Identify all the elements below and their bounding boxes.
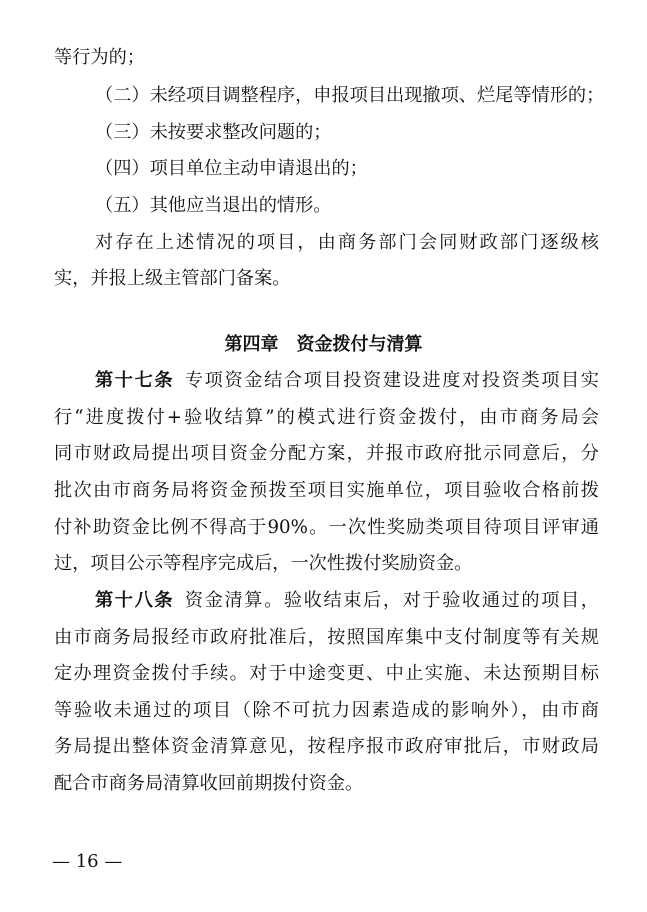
- article-18-text: 资金清算。验收结束后，对于验收通过的项目，: [183, 590, 599, 611]
- list-item-4: （四）项目单位主动申请退出的；: [95, 158, 368, 179]
- article-18-line: 等验收未通过的项目（除不可抗力因素造成的影响外），由市商: [54, 700, 599, 721]
- article-17-first-line: [95, 371, 599, 391]
- text-line: 等行为的；: [54, 47, 145, 68]
- page-number: — 16 —: [52, 851, 123, 872]
- article-18-line: 配合市商务局清算收回前期拨付资金。: [54, 773, 364, 794]
- paragraph-line: 实，并报上级主管部门备案。: [54, 268, 291, 289]
- article-17-line: 过，项目公示等程序完成后，一次性拨付奖励资金。: [54, 553, 473, 574]
- article-18-first-line: [95, 591, 599, 611]
- list-item-5: （五）其他应当退出的情形。: [95, 195, 332, 216]
- article-17-line: 付补助资金比例不得高于90%。一次性奖励类项目待项目评审通: [54, 517, 599, 538]
- article-18-label: 第十八条: [95, 590, 175, 611]
- paragraph-line: 对存在上述情况的项目，由商务部门会同财政部门逐级核: [95, 232, 599, 253]
- article-18-line: 定办理资金拨付手续。对于中途变更、中止实施、未达预期目标: [54, 663, 599, 684]
- list-item-2: （二）未经项目调整程序，申报项目出现撤项、烂尾等情形的；: [95, 85, 605, 106]
- article-17-text: 专项资金结合项目投资建设进度对投资类项目实: [183, 370, 599, 391]
- article-17-line: 同市财政局提出项目资金分配方案，并报市政府批示同意后，分: [54, 443, 599, 464]
- article-18-line: 由市商务局报经市政府批准后，按照国库集中支付制度等有关规: [54, 627, 599, 648]
- article-18-line: 务局提出整体资金清算意见，按程序报市政府审批后，市财政局: [54, 736, 599, 757]
- article-17-label: 第十七条: [95, 370, 175, 391]
- article-17-line: 批次由市商务局将资金预拨至项目实施单位，项目验收合格前拨: [54, 480, 599, 501]
- article-17-line: 行“进度拨付+验收结算”的模式进行资金拨付，由市商务局会: [54, 407, 599, 428]
- list-item-3: （三）未按要求整改问题的；: [95, 122, 332, 143]
- chapter-heading: 第四章 资金拨付与清算: [224, 334, 423, 355]
